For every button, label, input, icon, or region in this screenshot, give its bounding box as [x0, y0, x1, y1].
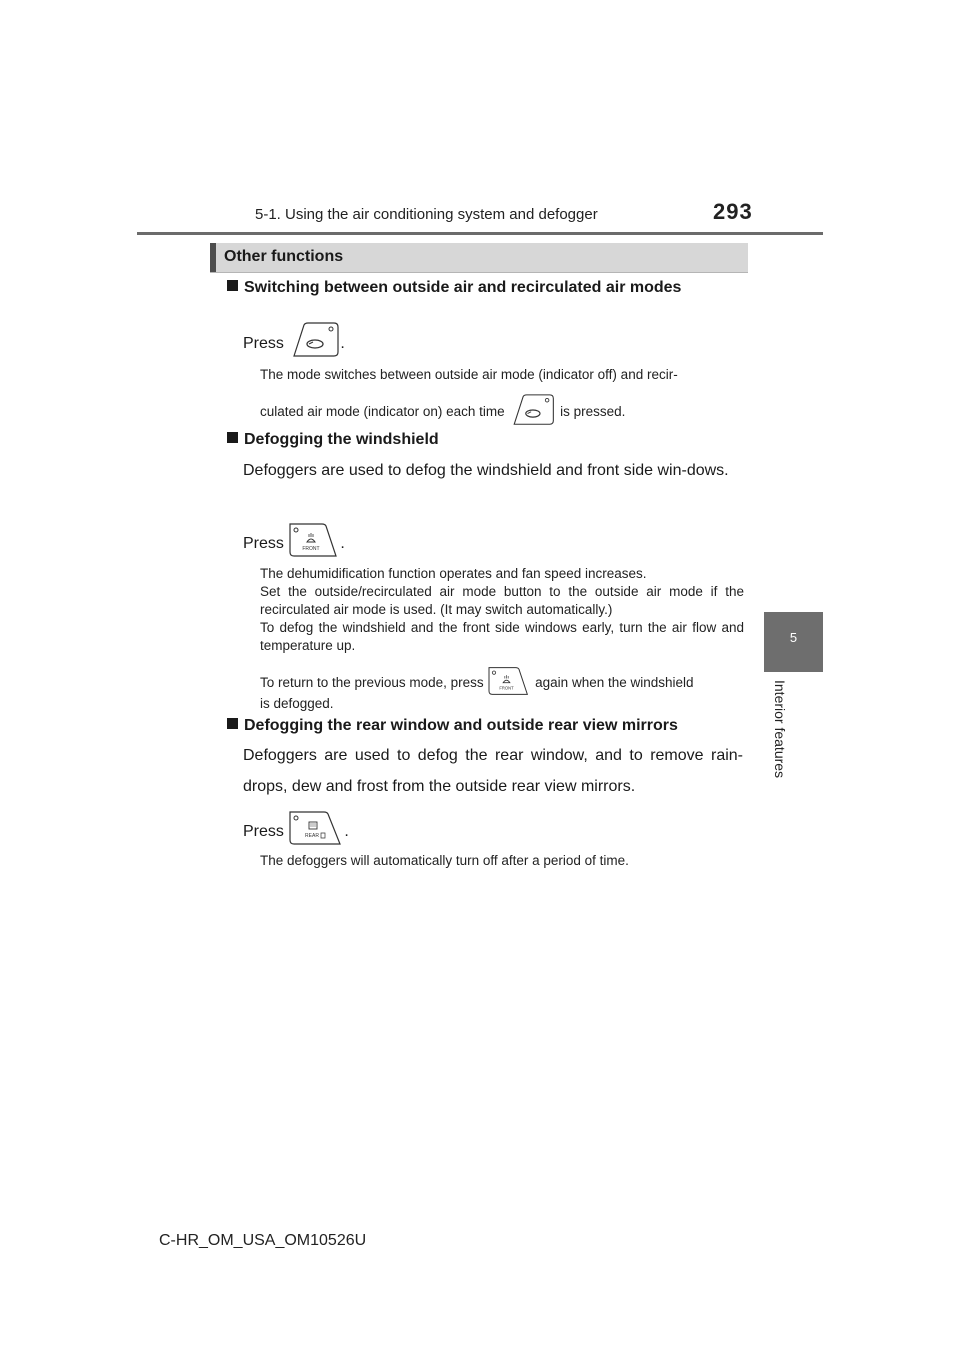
section-heading-bar [210, 243, 216, 272]
header-rule [137, 232, 823, 235]
header-title: 5-1. Using the air conditioning system and defogger [255, 206, 598, 223]
rear-defogger-button-icon [288, 810, 344, 854]
chapter-number: 5 [789, 630, 798, 645]
press-rear-line: Press REAR . [243, 810, 743, 854]
rear-button-text: REAR [305, 833, 320, 839]
bullet-square-icon [227, 432, 238, 443]
press-recirc-line: Press . [243, 322, 743, 366]
subheading-rear: Defogging the rear window and outside rear view mirrors [227, 717, 678, 735]
windshield-note-3: To defog the windshield and the front side windows early, turn the air flow and temperature up. [260, 620, 744, 653]
front-button-text: FRONT [499, 685, 515, 691]
document-code: C-HR_OM_USA_OM10526U [159, 1232, 367, 1249]
rear-body: Defoggers are used to defog the rear window, and to remove rain-drops, dew and frost from the outside rear view mirrors. [243, 747, 743, 795]
page-number: 293 [713, 199, 753, 224]
chapter-label-container [770, 680, 790, 860]
recirc-note-line2: culated air mode (indicator on) each time is pressed. [260, 394, 744, 431]
chapter-tab [764, 612, 823, 672]
bullet-square-icon [227, 718, 238, 729]
recirc-note-line1: The mode switches between outside air mode (indicator off) and recir- [260, 367, 678, 382]
section-heading-text: Other functions [224, 248, 344, 265]
chapter-label: Interior features [772, 680, 788, 779]
press-windshield-line: Press FRONT . [243, 522, 743, 566]
bullet-square-icon [227, 280, 238, 291]
front-defogger-button-icon [288, 522, 340, 566]
windshield-note-4: To return to the previous mode, press FRONT again when the windshield [260, 666, 744, 701]
front-button-text: FRONT [302, 546, 320, 552]
section-heading [210, 243, 748, 273]
rear-note: The defoggers will automatically turn off after a period of time. [260, 853, 629, 868]
windshield-note-2: Set the outside/recirculated air mode button to the outside air mode if the recirculated air mode is used. (It may switch automatically.) [260, 584, 744, 617]
windshield-body: Defoggers are used to defog the windshield and front side win-dows. [243, 462, 729, 479]
windshield-note-5: is defogged. [260, 696, 334, 711]
subheading-recirc: Switching between outside air and recirculated air modes [227, 279, 681, 297]
subheading-windshield: Defogging the windshield [227, 431, 439, 449]
recirculation-button-icon [508, 394, 556, 431]
windshield-note-1: The dehumidification function operates and fan speed increases. [260, 566, 647, 581]
recirculation-button-icon [288, 322, 340, 366]
